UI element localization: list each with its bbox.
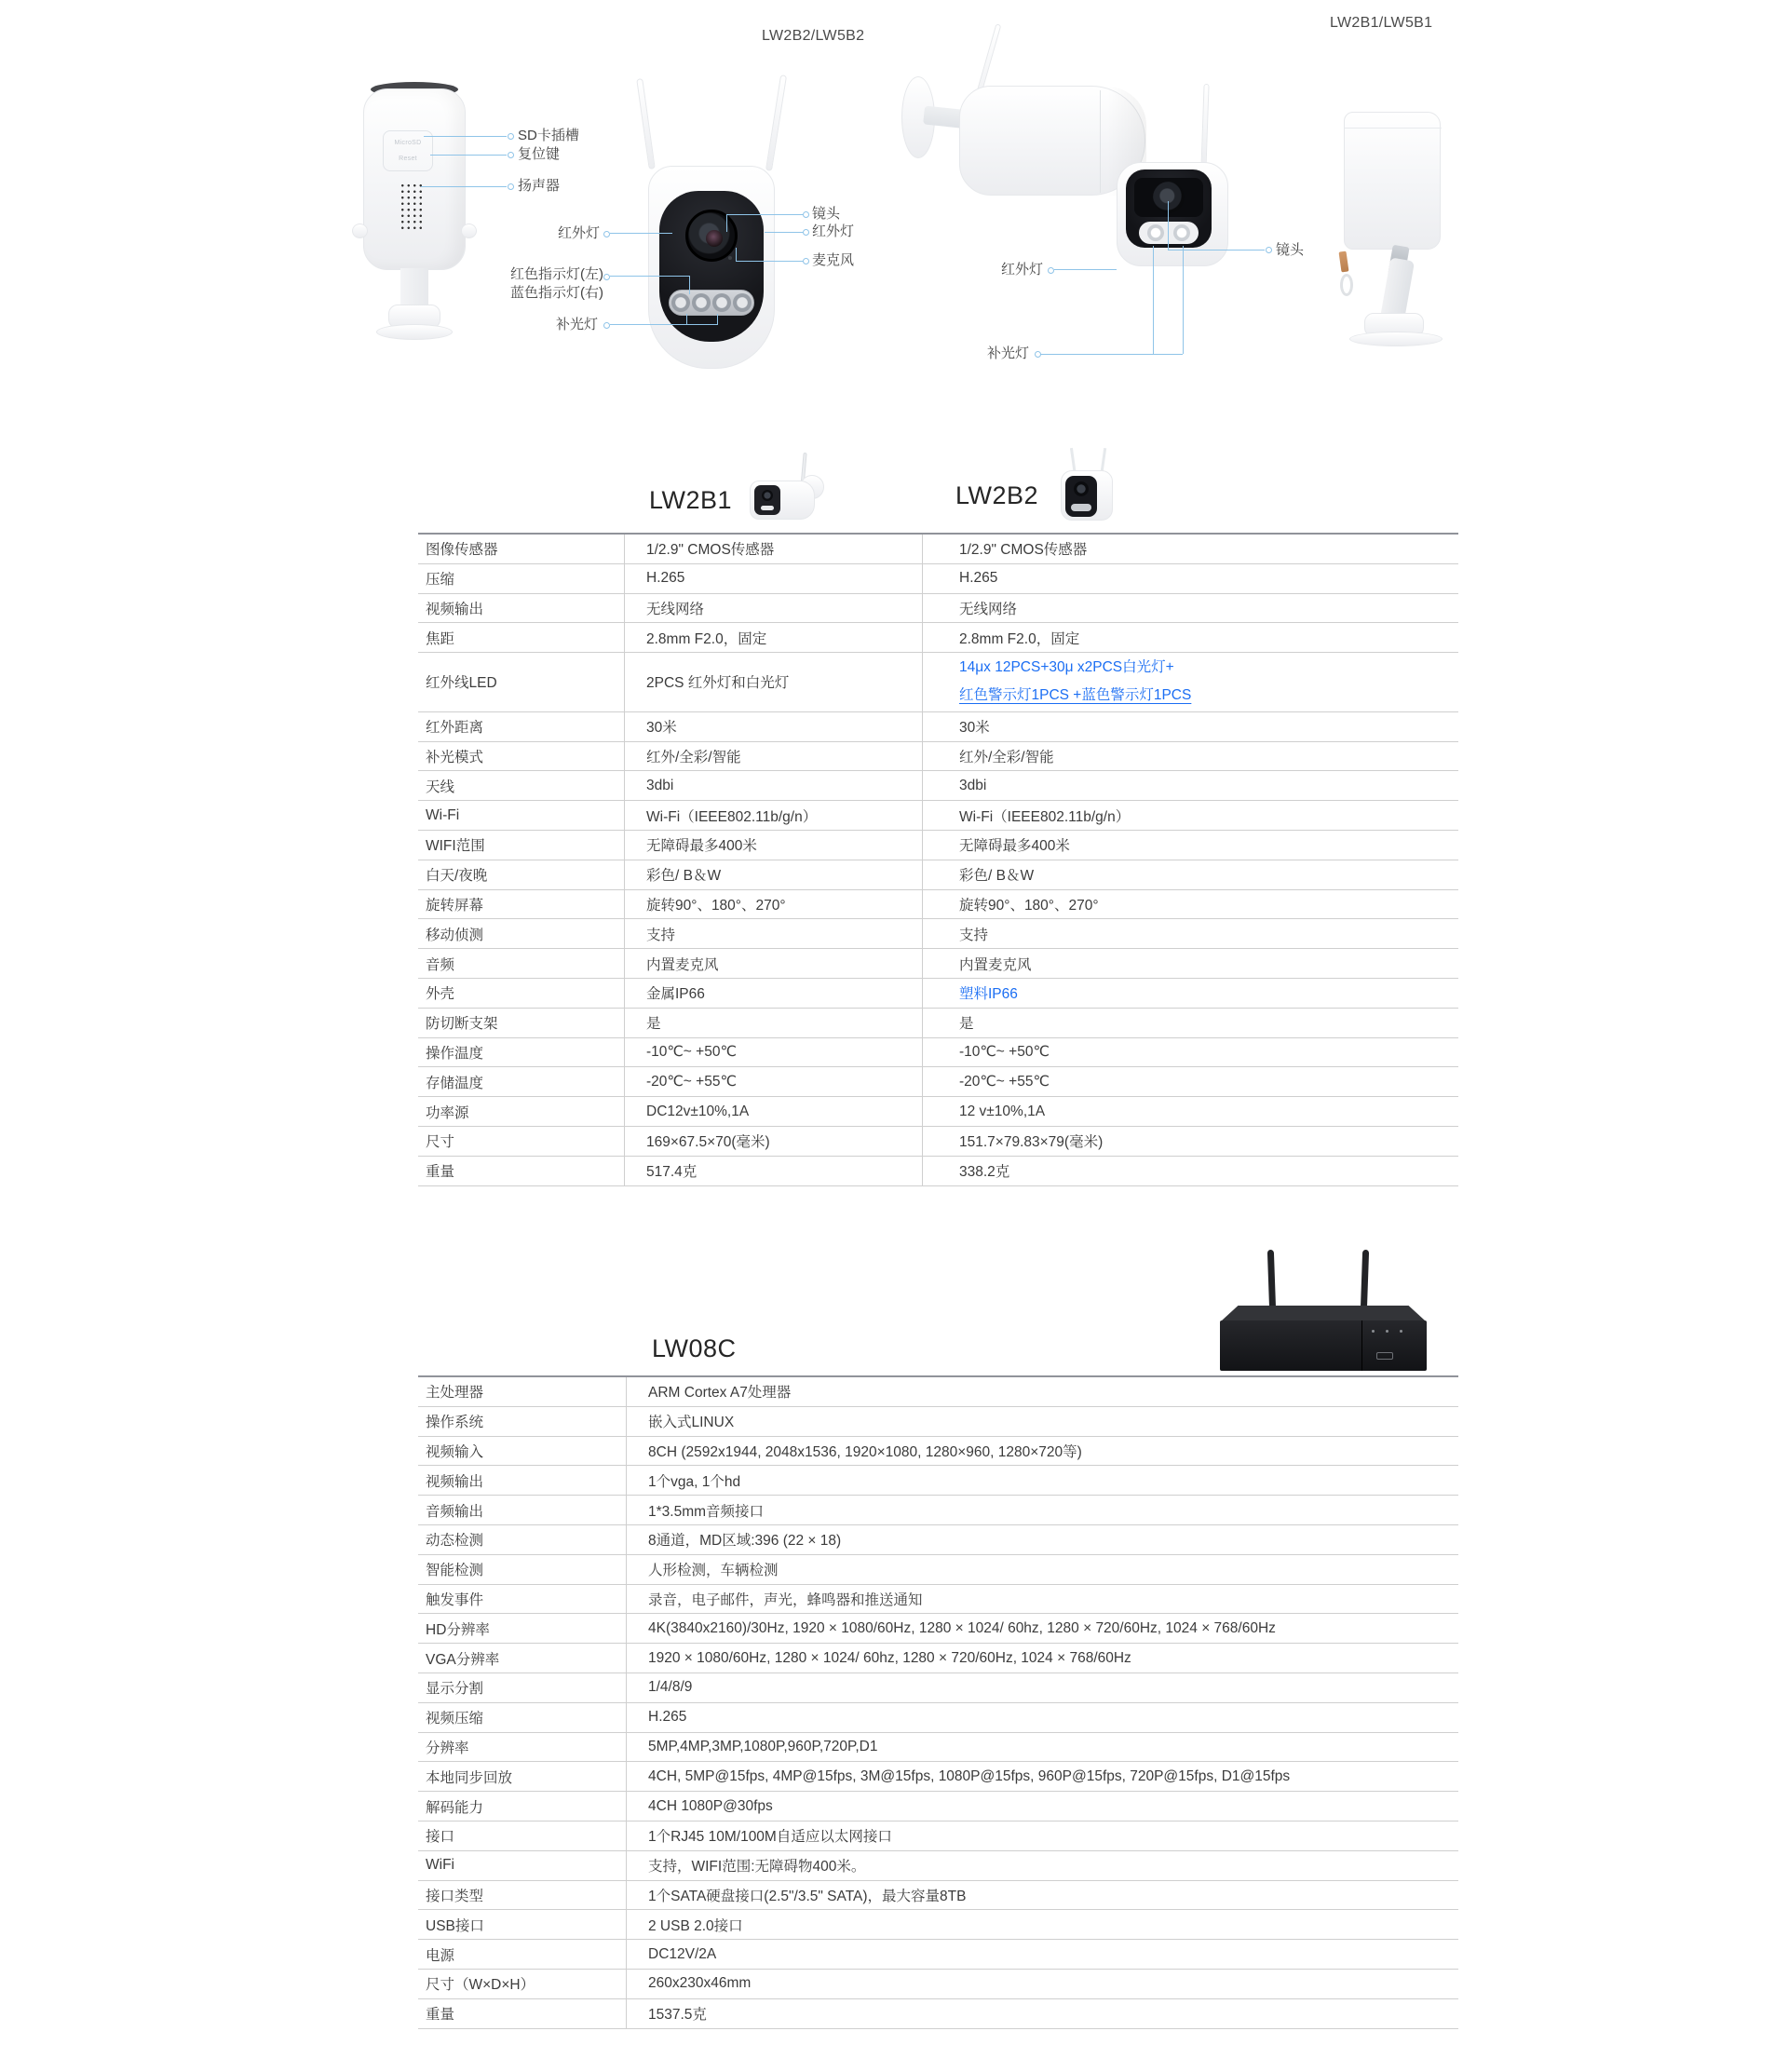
spec-value-lw2b2-cell: Wi-Fi（IEEE802.11b/g/n） bbox=[959, 808, 1131, 825]
spec-label-cell: 接口类型 bbox=[426, 1888, 484, 1904]
spec-label-cell: 动态检测 bbox=[426, 1533, 484, 1550]
camera-body bbox=[1061, 470, 1113, 521]
spec-value-lw2b1-cell: -10℃~ +50℃ bbox=[646, 1044, 737, 1061]
table-row bbox=[418, 594, 1458, 624]
spec-label-cell: 补光模式 bbox=[426, 749, 484, 765]
spec-value-cell: 支持，WIFI范围:无障碍物400米。 bbox=[648, 1859, 866, 1876]
spec-value-lw2b1-cell: 内置麦克风 bbox=[646, 956, 719, 973]
table-row bbox=[418, 535, 1458, 564]
spec-label-cell: 本地同步回放 bbox=[426, 1769, 513, 1786]
spec-label-cell: 音频输出 bbox=[426, 1503, 484, 1520]
spec-value-cell: 4K(3840x2160)/30Hz, 1920 × 1080/60Hz, 1280 × 1024/ 60hz, 1280 × 720/60Hz, 1024 × 768/60Hz bbox=[648, 1619, 1276, 1636]
table-row bbox=[418, 890, 1458, 920]
spec-value-cell: 1920 × 1080/60Hz, 1280 × 1024/ 60hz, 1280 × 720/60Hz, 1024 × 768/60Hz bbox=[648, 1649, 1131, 1666]
spec-value-lw2b1-cell: 旋转90°、180°、270° bbox=[646, 897, 786, 914]
table-row bbox=[418, 1437, 1458, 1467]
spec-label-cell: 焦距 bbox=[426, 630, 455, 647]
spec-value-cell: 2 USB 2.0接口 bbox=[648, 1917, 743, 1934]
lw2b2-thumbnail bbox=[1053, 448, 1123, 524]
spec-label-cell: WIFI范围 bbox=[426, 838, 485, 855]
spec-label-cell: 压缩 bbox=[426, 572, 455, 589]
table-row bbox=[418, 1999, 1458, 2029]
spec-value-cell: 1个SATA硬盘接口(2.5"/3.5" SATA)，最大容量8TB bbox=[648, 1888, 967, 1904]
spec-label-cell: 防切断支架 bbox=[426, 1016, 498, 1033]
spec-value-cell: DC12V/2A bbox=[648, 1945, 717, 1962]
spec-label-cell: 白天/夜晚 bbox=[426, 868, 488, 885]
table-row bbox=[418, 1673, 1458, 1703]
table-row bbox=[418, 831, 1458, 860]
fill-light-strip bbox=[761, 506, 774, 510]
table-row bbox=[418, 1910, 1458, 1940]
fill-light-bulb bbox=[1173, 224, 1190, 241]
antenna-left bbox=[636, 78, 656, 169]
spec-value-lw2b2-cell: 2.8mm F2.0，固定 bbox=[959, 630, 1080, 647]
led-light bbox=[671, 293, 690, 312]
led-light bbox=[733, 293, 752, 312]
camera-body bbox=[1344, 112, 1441, 250]
stand-neck bbox=[400, 268, 428, 307]
spec-label-cell: 图像传感器 bbox=[426, 542, 498, 559]
table-row bbox=[418, 1644, 1458, 1673]
nvr-usb-port bbox=[1376, 1352, 1393, 1360]
camera-body bbox=[363, 88, 466, 270]
callout-line bbox=[610, 233, 672, 234]
camera-body bbox=[648, 166, 775, 369]
nvr-led bbox=[1400, 1330, 1402, 1333]
spec-label-cell: 视频输入 bbox=[426, 1443, 484, 1460]
spec-value-lw2b2-cell: 338.2克 bbox=[959, 1164, 1010, 1181]
callout-dot bbox=[1048, 267, 1054, 274]
camera-rear-view-illustration bbox=[345, 82, 494, 361]
callout-dot bbox=[508, 152, 514, 158]
spec-value-lw2b2-cell bbox=[922, 654, 1458, 710]
lens bbox=[762, 490, 773, 501]
callout-dot bbox=[803, 229, 809, 236]
spec-value-lw2b1-cell: 无线网络 bbox=[646, 601, 705, 617]
camera-body bbox=[750, 481, 815, 520]
spec-label-cell: 智能检测 bbox=[426, 1563, 484, 1579]
spec-value-cell: 1537.5克 bbox=[648, 2007, 707, 2024]
table-row bbox=[418, 919, 1458, 949]
spec-value-lw2b2-cell: -10℃~ +50℃ bbox=[959, 1044, 1050, 1061]
table-row bbox=[418, 564, 1458, 594]
callout-line bbox=[736, 248, 737, 262]
callout-line bbox=[726, 214, 727, 232]
nvr-antenna-right bbox=[1361, 1250, 1369, 1311]
spec-value-cell: H.265 bbox=[648, 1709, 687, 1726]
callout-dot bbox=[508, 133, 514, 140]
column-divider bbox=[922, 535, 923, 1186]
spec-value-cell: 4CH 1080P@30fps bbox=[648, 1797, 773, 1814]
body-seam bbox=[1345, 128, 1442, 129]
spec-label-cell: 天线 bbox=[426, 779, 455, 795]
mount-base bbox=[1349, 332, 1443, 346]
label-ir-light: 红外灯 bbox=[557, 225, 600, 241]
spec-label-cell: 尺寸 bbox=[426, 1134, 455, 1151]
side-knob-right bbox=[461, 223, 477, 238]
spec-value-cell: 1个vga, 1个hd bbox=[648, 1473, 741, 1490]
spec-value-cell: 嵌入式LINUX bbox=[648, 1415, 735, 1431]
spec-value-line: 14μx 12PCS+30μ x2PCS白光灯+ bbox=[959, 659, 1174, 676]
table-row bbox=[418, 979, 1458, 1009]
spec-value-lw2b1-cell: 彩色/ B＆W bbox=[646, 868, 722, 885]
table-row bbox=[418, 1466, 1458, 1496]
callout-line bbox=[686, 314, 687, 324]
spec-label-cell: 尺寸（W×D×H） bbox=[426, 1977, 535, 1994]
callout-line bbox=[736, 261, 803, 262]
spec-value-lw2b1-cell: H.265 bbox=[646, 570, 685, 587]
spec-value-lw2b2-cell: 30米 bbox=[959, 720, 990, 737]
spec-value-lw2b2-cell: H.265 bbox=[959, 570, 998, 587]
nvr-led bbox=[1372, 1330, 1375, 1333]
table-row bbox=[418, 1157, 1458, 1186]
table-row bbox=[418, 1821, 1458, 1851]
table-row bbox=[418, 949, 1458, 979]
callout-dot bbox=[603, 231, 610, 237]
spec-label-cell: 存储温度 bbox=[426, 1075, 484, 1091]
table-row bbox=[418, 1703, 1458, 1733]
lens-core bbox=[706, 230, 723, 247]
nvr-illustration bbox=[1220, 1250, 1427, 1375]
spec-label-cell: VGA分辨率 bbox=[426, 1651, 500, 1668]
spec-label-cell: 分辨率 bbox=[426, 1740, 469, 1756]
table-row bbox=[418, 1792, 1458, 1821]
spec-value-cell: 录音，电子邮件，声光，蜂鸣器和推送通知 bbox=[648, 1591, 923, 1608]
spec-label-cell: 接口 bbox=[426, 1829, 455, 1846]
spec-value-lw2b1-cell: 无障碍最多400米 bbox=[646, 838, 757, 855]
spec-label-cell: 视频输出 bbox=[426, 601, 484, 617]
camera-front-view-illustration bbox=[637, 61, 786, 373]
spec-value-cell: 1个RJ45 10M/100M自适应以太网接口 bbox=[648, 1829, 892, 1846]
callout-line bbox=[717, 314, 718, 324]
camera-spec-table-rows bbox=[418, 535, 1458, 1186]
antenna bbox=[1200, 84, 1209, 169]
table-row bbox=[418, 1940, 1458, 1970]
callout-line bbox=[610, 324, 718, 325]
callout-line bbox=[424, 136, 507, 137]
spec-value-lw2b2-cell: 无线网络 bbox=[959, 601, 1018, 617]
speaker-grill bbox=[400, 183, 424, 229]
table-row bbox=[418, 1496, 1458, 1525]
spec-value-lw2b2-cell: 151.7×79.83×79(毫米) bbox=[959, 1134, 1104, 1151]
spec-label-cell: 显示分割 bbox=[426, 1681, 484, 1698]
spec-value-lw2b2-cell: 彩色/ B＆W bbox=[959, 868, 1035, 885]
camera-face bbox=[754, 485, 780, 515]
table-row bbox=[418, 1525, 1458, 1555]
spec-value-lw2b2-cell: 无障碍最多400米 bbox=[959, 838, 1070, 855]
spec-label-cell: 移动侦测 bbox=[426, 927, 484, 943]
table-row bbox=[418, 1067, 1458, 1097]
spec-label-cell: 操作温度 bbox=[426, 1045, 484, 1062]
spec-value-cell: 260x230x46mm bbox=[648, 1975, 752, 1992]
nvr-led bbox=[1386, 1330, 1388, 1333]
spec-value-lw2b1-cell: Wi-Fi（IEEE802.11b/g/n） bbox=[646, 808, 818, 825]
callout-line bbox=[610, 276, 689, 277]
nvr-panel-divider bbox=[1361, 1320, 1362, 1371]
microphone-hole bbox=[728, 256, 732, 260]
microsd-text: MicroSD bbox=[394, 140, 422, 147]
spec-value-cell: 1/4/8/9 bbox=[648, 1679, 693, 1696]
table-row bbox=[418, 860, 1458, 890]
spec-value-lw2b2-cell: 支持 bbox=[959, 927, 989, 943]
spec-value-cell: 1*3.5mm音频接口 bbox=[648, 1503, 765, 1520]
callout-dot bbox=[603, 322, 610, 329]
camera-face bbox=[1126, 169, 1212, 248]
callout-dot bbox=[1035, 351, 1041, 358]
label-speaker: 扬声器 bbox=[518, 178, 561, 194]
model-title-lw2b1-lw5b1: LW2B1/LW5B1 bbox=[1330, 15, 1433, 31]
camera-body bbox=[1117, 162, 1228, 266]
spec-value-lw2b1-cell: 2PCS 红外灯和白光灯 bbox=[646, 675, 790, 692]
table-row bbox=[418, 771, 1458, 801]
spec-value-lw2b1-cell: 是 bbox=[646, 1016, 661, 1033]
table-row bbox=[418, 1407, 1458, 1437]
callout-dot bbox=[508, 183, 514, 190]
callout-line bbox=[726, 214, 803, 215]
spec-label-cell: 外壳 bbox=[426, 986, 455, 1003]
spec-label-cell: 解码能力 bbox=[426, 1799, 484, 1816]
nvr-front-face bbox=[1220, 1320, 1427, 1371]
callout-line bbox=[421, 186, 507, 187]
spec-value-lw2b2-cell: 红外/全彩/智能 bbox=[959, 749, 1054, 765]
label-microphone: 麦克风 bbox=[812, 252, 855, 268]
camera-face bbox=[1065, 476, 1097, 517]
table-row bbox=[418, 1377, 1458, 1407]
spec-value-lw2b1-cell: -20℃~ +55℃ bbox=[646, 1074, 737, 1090]
table-row bbox=[418, 1127, 1458, 1157]
table1-col1-header: LW2B1 bbox=[649, 486, 733, 514]
reset-text: Reset bbox=[399, 155, 417, 162]
table-row bbox=[418, 1097, 1458, 1127]
spec-value-lw2b1-cell: 30米 bbox=[646, 720, 677, 737]
spec-value-cell: ARM Cortex A7处理器 bbox=[648, 1385, 792, 1402]
spec-value-lw2b1-cell: 2.8mm F2.0，固定 bbox=[646, 630, 767, 647]
spec-value-cell: 5MP,4MP,3MP,1080P,960P,720P,D1 bbox=[648, 1738, 878, 1754]
lens bbox=[1074, 481, 1089, 496]
spec-label-cell: 旋转屏幕 bbox=[426, 897, 484, 914]
spec-label-cell: HD分辨率 bbox=[426, 1621, 490, 1638]
lens-window bbox=[1134, 178, 1203, 217]
spec-label-cell: 主处理器 bbox=[426, 1385, 484, 1402]
callout-line bbox=[1153, 246, 1154, 354]
spec-label-cell: WiFi bbox=[426, 1857, 454, 1874]
nvr-spec-table bbox=[418, 1375, 1458, 2029]
spec-label-cell: 触发事件 bbox=[426, 1591, 484, 1608]
spec-value-lw2b2-cell: 3dbi bbox=[959, 777, 987, 793]
spec-label-cell: 重量 bbox=[426, 1164, 455, 1181]
spec-value-line: 红色警示灯1PCS +蓝色警示灯1PCS bbox=[959, 687, 1192, 704]
label-reset-key: 复位键 bbox=[518, 146, 561, 162]
spec-value-cell: 8CH (2592x1944, 2048x1536, 1920×1080, 1280×960, 1280×720等) bbox=[648, 1443, 1082, 1460]
column-divider bbox=[626, 1377, 627, 2029]
lw2b1-thumbnail bbox=[748, 453, 832, 527]
callout-line bbox=[689, 276, 690, 294]
table-row bbox=[418, 1038, 1458, 1068]
callout-line bbox=[1183, 246, 1184, 354]
callout-line bbox=[1168, 201, 1169, 251]
nvr-antenna-left bbox=[1267, 1250, 1276, 1311]
body-seam bbox=[1100, 90, 1101, 193]
label-blue-indicator: 蓝色指示灯(右) bbox=[510, 285, 603, 301]
side-knob-left bbox=[352, 223, 368, 238]
spec-value-lw2b2-cell: -20℃~ +55℃ bbox=[959, 1074, 1050, 1090]
column-divider bbox=[624, 535, 625, 1186]
label-fill-light: 补光灯 bbox=[555, 317, 598, 332]
table-row bbox=[418, 623, 1458, 653]
spec-value-cell: 人形检测，车辆检测 bbox=[648, 1563, 779, 1579]
spec-value-lw2b1-cell: 517.4克 bbox=[646, 1164, 698, 1181]
callout-dot bbox=[1266, 247, 1272, 253]
spec-label-cell: 电源 bbox=[426, 1947, 455, 1964]
label-lens: 镜头 bbox=[1276, 242, 1305, 258]
label-ir-light-right: 红外灯 bbox=[812, 223, 855, 239]
spec-value-lw2b1-cell: 1/2.9" CMOS传感器 bbox=[646, 542, 775, 559]
spec-label-cell: 操作系统 bbox=[426, 1415, 484, 1431]
callout-dot bbox=[803, 211, 809, 218]
spec-label-cell: 红外线LED bbox=[426, 675, 497, 692]
table-row bbox=[418, 801, 1458, 831]
callout-line bbox=[430, 155, 507, 156]
table-row bbox=[418, 1851, 1458, 1881]
spec-value-lw2b2-cell: 1/2.9" CMOS传感器 bbox=[959, 542, 1088, 559]
table-row bbox=[418, 742, 1458, 772]
table-row bbox=[418, 653, 1458, 712]
spec-label-cell: 视频输出 bbox=[426, 1473, 484, 1490]
fill-light-bulb bbox=[1147, 224, 1164, 241]
led-light bbox=[712, 293, 731, 312]
label-lens: 镜头 bbox=[812, 206, 841, 222]
nvr-top-face bbox=[1222, 1306, 1425, 1320]
spec-value-lw2b2-cell: 旋转90°、180°、270° bbox=[959, 897, 1099, 914]
label-fill-light: 补光灯 bbox=[986, 345, 1029, 361]
spec-value-lw2b2-cell: 内置麦克风 bbox=[959, 956, 1032, 973]
spec-label-cell: 功率源 bbox=[426, 1104, 469, 1121]
spec-value-lw2b1-cell: 支持 bbox=[646, 927, 676, 943]
camera-side-vertical-illustration bbox=[1336, 110, 1453, 343]
callout-dot bbox=[603, 274, 610, 280]
table-row bbox=[418, 1614, 1458, 1644]
stand-base bbox=[376, 324, 453, 340]
table-row bbox=[418, 1733, 1458, 1763]
safety-loop bbox=[1340, 274, 1353, 296]
spec-label-cell: 重量 bbox=[426, 2007, 455, 2024]
led-strip bbox=[669, 290, 754, 316]
table1-col2-header: LW2B2 bbox=[955, 481, 1039, 509]
led-light bbox=[692, 293, 711, 312]
camera-front-small-illustration bbox=[1111, 84, 1237, 270]
spec-label-cell: 视频压缩 bbox=[426, 1711, 484, 1727]
spec-label-cell: Wi-Fi bbox=[426, 806, 460, 823]
table-row bbox=[418, 1762, 1458, 1792]
callout-line bbox=[1054, 269, 1117, 270]
spec-value-lw2b1-cell: 169×67.5×70(毫米) bbox=[646, 1134, 770, 1151]
spec-value-lw2b1-cell: DC12v±10%,1A bbox=[646, 1103, 750, 1119]
spec-value-cell: 4CH, 5MP@15fps, 4MP@15fps, 3M@15fps, 1080P@15fps, 960P@15fps, 720P@15fps, D1@15fps bbox=[648, 1767, 1291, 1784]
mount-screw bbox=[1339, 251, 1349, 273]
table-row bbox=[418, 712, 1458, 742]
label-sd-card-slot: SD卡插槽 bbox=[518, 128, 579, 143]
spec-label-cell: 音频 bbox=[426, 956, 455, 973]
table-row bbox=[418, 1555, 1458, 1585]
spec-label-cell: 红外距离 bbox=[426, 720, 484, 737]
spec-value-cell: 8通道，MD区域:396 (22 × 18) bbox=[648, 1533, 842, 1550]
led-strip bbox=[1071, 504, 1091, 511]
callout-line bbox=[765, 232, 803, 233]
antenna-right bbox=[765, 74, 787, 171]
label-ir-light: 红外灯 bbox=[1000, 262, 1043, 278]
spec-value-lw2b2-cell: 是 bbox=[959, 1016, 974, 1033]
table-row bbox=[418, 1970, 1458, 1999]
callout-dot bbox=[803, 258, 809, 264]
spec-label-cell: USB接口 bbox=[426, 1917, 484, 1934]
spec-value-lw2b1-cell: 3dbi bbox=[646, 777, 674, 793]
model-title-lw2b2-lw5b2: LW2B2/LW5B2 bbox=[762, 28, 865, 44]
spec-value-lw2b2-cell: 12 v±10%,1A bbox=[959, 1103, 1046, 1119]
table-row bbox=[418, 1881, 1458, 1911]
spec-value-lw2b2-cell: 塑料IP66 bbox=[959, 986, 1018, 1003]
lens bbox=[1153, 182, 1185, 213]
fill-light-strip bbox=[1139, 222, 1199, 244]
camera-spec-table bbox=[418, 533, 1458, 1186]
table2-title: LW08C bbox=[652, 1334, 737, 1362]
callout-line bbox=[1040, 354, 1183, 355]
spec-value-lw2b1-cell: 金属IP66 bbox=[646, 986, 705, 1003]
label-red-indicator: 红色指示灯(左) bbox=[510, 266, 603, 282]
lens bbox=[685, 210, 738, 262]
table-row bbox=[418, 1585, 1458, 1615]
spec-value-lw2b1-cell: 红外/全彩/智能 bbox=[646, 749, 741, 765]
table-row bbox=[418, 1009, 1458, 1038]
nvr-spec-table-rows bbox=[418, 1377, 1458, 2029]
